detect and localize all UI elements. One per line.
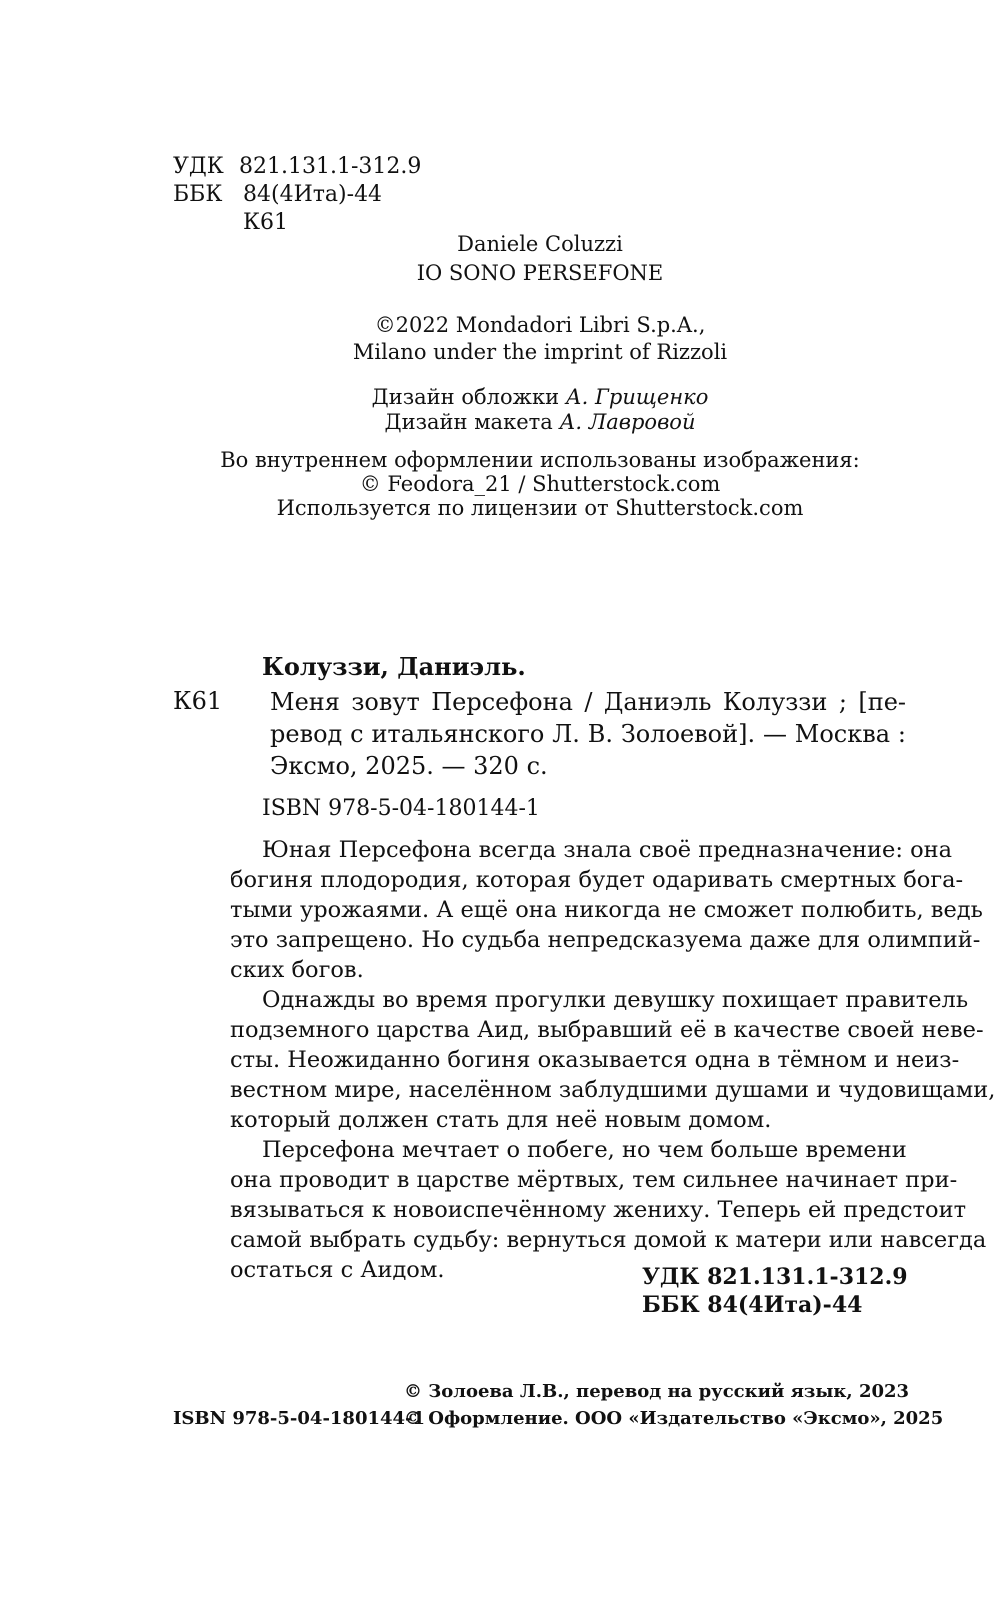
annotation-line: сты. Неожиданно богиня оказывается одна в тёмном и неиз- [230, 1047, 960, 1073]
author-mark-top: К61 [243, 210, 289, 235]
annotation-line: подземного царства Аид, выбравший её в качестве своей неве- [230, 1017, 984, 1043]
annotation-line: Однажды во время прогулки девушку похищает правитель [262, 987, 969, 1013]
annotation-paragraph-2 [230, 985, 996, 1135]
bbk-value: 84(4Ита)-44 [243, 182, 383, 207]
bbk-line [173, 181, 382, 209]
udk-line [173, 153, 421, 181]
layout-design-credit [170, 408, 910, 437]
original-title: IO SONO PERSEFONE [416, 261, 664, 285]
annotation-line: тыми урожаями. А ещё она никогда не сможет полюбить, ведь [230, 897, 983, 923]
annotation-line: остаться с Аидом. [230, 1257, 445, 1283]
entry-line-3: Эксмо, 2025. — 320 с. [270, 752, 548, 780]
udk-label: УДК [173, 154, 224, 179]
footer-bbk: ББК 84(4Ита)-44 [642, 1292, 863, 1318]
copyright-design: © Оформление. ООО «Издательство «Эксмо», 2025 [404, 1408, 944, 1429]
layout-design-prefix: Дизайн макета [384, 410, 553, 434]
layout-designer-name: А. Лавровой [559, 410, 696, 434]
annotation-line: ских богов. [230, 957, 364, 983]
annotation-line: вязываться к новоиспечённому жениху. Теперь ей предстоит [230, 1197, 967, 1223]
annotation-line: богиня плодородия, которая будет одаривать смертных бога- [230, 867, 964, 893]
entry-mark: К61 [173, 687, 223, 715]
annotation-line: вестном мире, населённом заблудшими душами и чудовищами, [230, 1077, 996, 1103]
copyright-translation: © Золоева Л.В., перевод на русский язык, 2023 [404, 1381, 910, 1402]
entry-isbn: ISBN 978-5-04-180144-1 [262, 796, 540, 821]
annotation-line: Персефона мечтает о побеге, но чем больше времени [262, 1137, 907, 1163]
copyright-isbn: ISBN 978-5-04-180144-1 [173, 1408, 426, 1429]
annotation-paragraph-1 [230, 835, 983, 985]
entry-description [270, 686, 906, 782]
rights-line-1: ©2022 Mondadori Libri S.p.A., [374, 313, 706, 337]
rights-line-2: Milano under the imprint of Rizzoli [352, 340, 728, 364]
udk-value: 821.131.1-312.9 [239, 154, 422, 179]
images-credit-line-3: Используется по лицензии от Shutterstock.com [276, 496, 804, 520]
annotation-line: она проводит в царстве мёртвых, тем сильнее начинает при- [230, 1167, 958, 1193]
cover-designer-name: А. Грищенко [565, 385, 709, 409]
images-credit-line-2: © Feodora_21 / Shutterstock.com [359, 472, 721, 496]
footer-udk: УДК 821.131.1-312.9 [642, 1264, 908, 1290]
entry-heading: Колуззи, Даниэль. [262, 652, 526, 681]
entry-line-2: ревод с итальянского Л. В. Золоевой]. — Москва : [270, 720, 906, 748]
images-credit-line-1: Во внутреннем оформлении использованы изображения: [220, 448, 860, 472]
annotation-line: это запрещено. Но судьба непредсказуема даже для олимпий- [230, 927, 981, 953]
entry-line-1: Меня зовут Персефона / Даниэль Колуззи ; [пе- [270, 688, 906, 716]
bbk-label: ББК [173, 182, 223, 207]
cover-design-prefix: Дизайн обложки [371, 385, 560, 409]
annotation-line: который должен стать для неё новым домом. [230, 1107, 772, 1133]
original-author: Daniele Coluzzi [457, 232, 623, 256]
annotation-line: Юная Персефона всегда знала своё предназначение: она [262, 837, 953, 863]
annotation-line: самой выбрать судьбу: вернуться домой к матери или навсегда [230, 1227, 987, 1253]
